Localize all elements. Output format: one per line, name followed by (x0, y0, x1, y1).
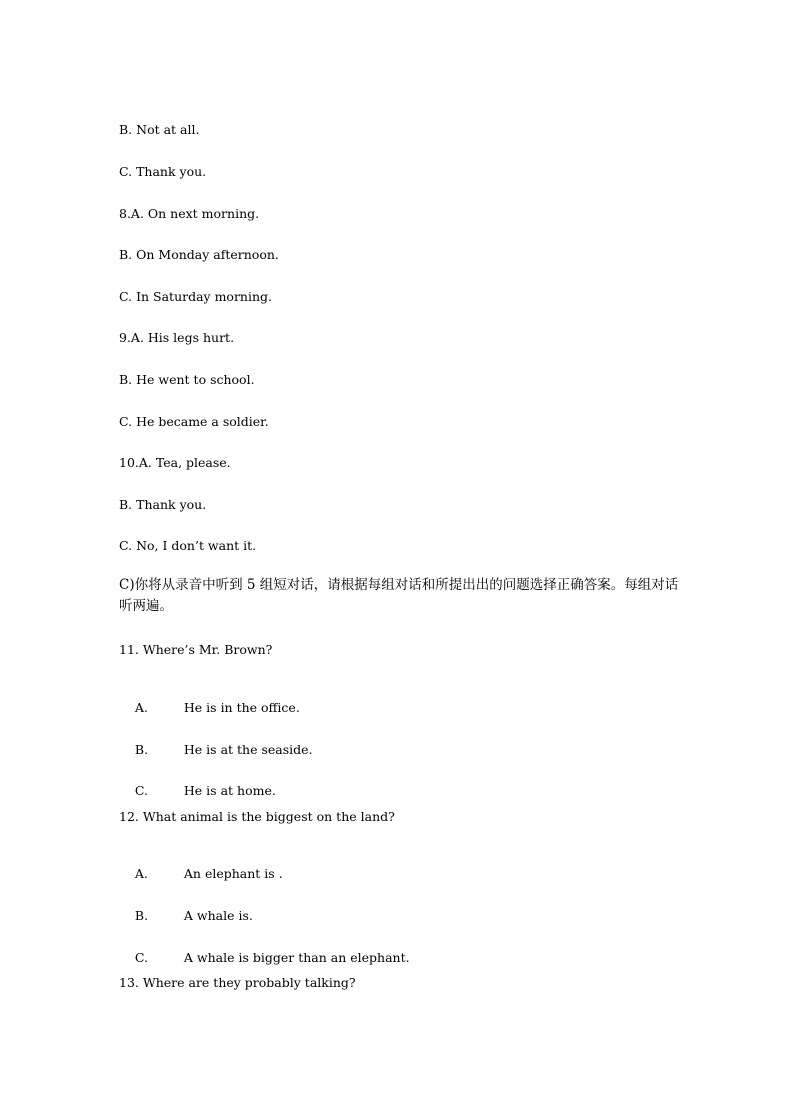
answer-option-9b: B. He went to school. (119, 372, 255, 387)
option-letter: A. (134, 866, 148, 881)
question-12: 12. What animal is the biggest on the land? (119, 809, 395, 824)
option-text: A whale is. (183, 908, 253, 923)
answer-option-9a: 9.A. His legs hurt. (119, 330, 235, 345)
question-13: 13. Where are they probably talking? (119, 975, 356, 990)
answer-option-8a: 8.A. On next morning. (119, 206, 260, 221)
answer-option-7c: C. Thank you. (119, 164, 207, 179)
option-letter: C. (134, 783, 148, 798)
answer-option-10c: C. No, I don’t want it. (119, 538, 257, 553)
answer-option-8c: C. In Saturday morning. (119, 289, 273, 304)
option-letter: A. (134, 700, 148, 715)
answer-option-9c: C. He became a soldier. (119, 414, 269, 429)
option-text: A whale is bigger than an elephant. (183, 950, 410, 965)
option-text: An elephant is . (183, 866, 283, 881)
answer-option-8b: B. On Monday afternoon. (119, 247, 279, 262)
question-11-option-c (119, 767, 276, 815)
option-letter: C. (134, 950, 148, 965)
option-text: He is in the office. (183, 700, 300, 715)
question-11: 11. Where’s Mr. Brown? (119, 642, 273, 657)
answer-option-10b: B. Thank you. (119, 497, 207, 512)
question-12-option-a (119, 850, 283, 898)
section-c-instruction: C)你将从录音中听到 5 组短对话，请根据每组对话和所提出出的问题选择正确答案。每组对话听两遍。 (119, 577, 679, 614)
answer-option-7b: B. Not at all. (119, 122, 200, 137)
option-letter: B. (134, 908, 149, 923)
answer-option-10a: 10.A. Tea, please. (119, 455, 231, 470)
question-12-option-b (119, 892, 253, 940)
option-text: He is at home. (183, 783, 276, 798)
question-11-option-a (119, 684, 300, 732)
option-text: He is at the seaside. (183, 742, 313, 757)
option-letter: B. (134, 742, 149, 757)
